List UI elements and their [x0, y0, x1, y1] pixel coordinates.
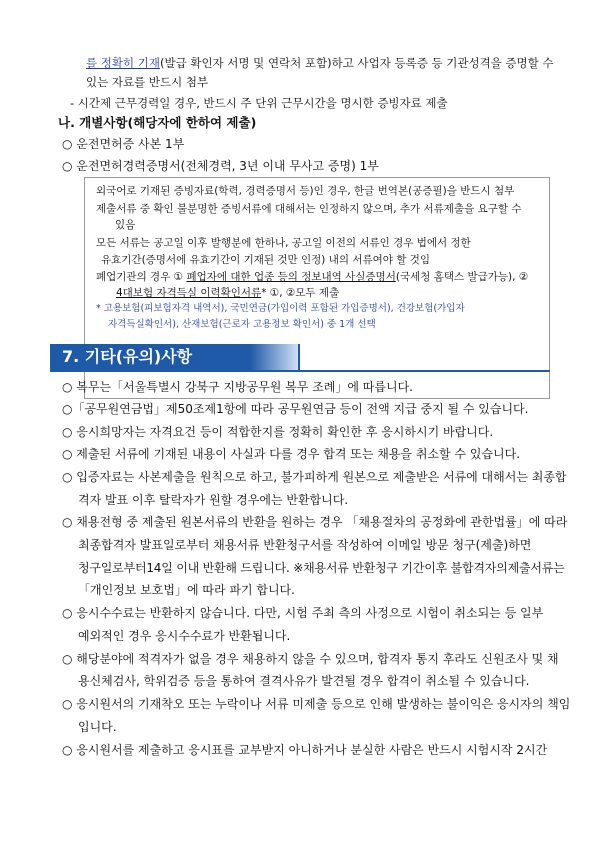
s7-line-16: 입니다.	[78, 720, 117, 734]
section-na-item-1: ○ 운전면허증 사본 1부	[62, 137, 185, 151]
s7-line-17: ○ 응시원서를 제출하고 응시표를 교부받지 아니하거나 분실한 사람은 반드시 시험시작 2시간	[62, 743, 548, 757]
note-4a-post: (국세청 홈택스 발급가능), ②	[395, 271, 529, 283]
note-4b-mark: *	[261, 287, 267, 299]
note-5b: 자격득실확인서), 산재보험(근로자 고용정보 확인서) 중 1개 선택	[108, 319, 376, 330]
note-2b: 있음	[115, 219, 136, 231]
s7-line-13: ○ 해당분야에 적격자가 없을 경우 채용하지 않을 수 있으며, 합격자 통지 후라도 신원조사 및 채	[62, 652, 559, 666]
s7-line-14: 용신체검사, 학위검증 등을 통하여 결격사유가 발견될 경우 합격이 취소될 수 있습니다.	[78, 674, 530, 688]
s7-line-3: ○ 응시희망자는 자격요건 등이 적합한지를 정확히 확인한 후 응시하시기 바랍니다.	[62, 425, 494, 439]
note-4a-pre: 폐업기관의 경우 ①	[96, 271, 187, 283]
section-na-item-2: ○ 운전면허경력증명서(전체경력, 3년 이내 무사고 증명) 1부	[62, 159, 379, 173]
section-7-underline	[50, 370, 550, 372]
s7-line-10: 「개인정보 보호법」에 따라 파기 합니다.	[78, 583, 295, 597]
s7-line-9: 청구일로부터14일 이내 반환해 드립니다. ※채용서류 반환청구 기간이후 불합격자의제출서류는	[78, 561, 565, 575]
s7-line-11: ○ 응시수수료는 반환하지 않습니다. 다만, 시험 주최 측의 사정으로 시험이 취소되는 등 일부	[62, 606, 544, 620]
s7-line-8: 최종합격자 발표일로부터 채용서류 반환청구서를 작성하여 이메일 방문 청구(제출)하면	[78, 538, 532, 552]
top-line-3: - 시간제 근무경력일 경우, 반드시 주 단위 근무시간을 명시한 증빙자료 제출	[70, 96, 448, 110]
section-7-title: 7. 기타(유의)사항	[62, 347, 193, 366]
note-4b-post: ①, ②모두 제출	[266, 287, 340, 299]
top-line-1	[86, 54, 554, 72]
s7-line-15: ○ 응시원서의 기재착오 또는 누락이나 서류 미제출 등으로 인해 발생하는 불이익은 응시자의 책임	[62, 697, 571, 711]
s7-line-12: 예외적인 경우 응시수수료가 반환됩니다.	[78, 629, 291, 643]
section-7-header-tail	[250, 344, 298, 370]
s7-line-5: ○ 입증자료는 사본제출을 원칙으로 하고, 불가피하게 원본으로 제출받은 서류에 대해서는 최종합	[62, 470, 567, 484]
note-3b: 유효기간(증명서에 유효기간이 기재된 것만 인정) 내의 서류여야 할 것임	[101, 254, 431, 266]
s7-line-1: ○ 복무는「서울특별시 강북구 지방공무원 복무 조례」에 따릅니다.	[62, 380, 413, 394]
note-4b-underline: 4대보험 자격득실 이력확인서류	[116, 287, 262, 299]
top-line-1-link: 를 정확히 기재	[86, 56, 160, 70]
note-3a: 모든 서류는 공고일 이후 발행분에 한하나, 공고일 이전의 서류인 경우 법에서 정한	[96, 237, 471, 249]
note-5a: * 고용보험(피보험자격 내역서), 국민연금(가입이력 포함된 가입증명서), 건강보험(가입자	[96, 303, 465, 314]
s7-line-6: 격자 발표 이후 탈락자가 원할 경우에는 반환합니다.	[78, 493, 349, 507]
s7-line-7: ○ 채용전형 중 제출된 원본서류의 반환을 원하는 경우 「채용절차의 공정화에 관한법률」에 따라	[62, 515, 568, 529]
top-line-2: 있는 자료를 반드시 첨부	[86, 75, 209, 89]
section-na-heading: 나. 개별사항(해당자에 한하여 제출)	[58, 115, 257, 130]
note-4a-underline: 폐업자에 대한 업종 등의 정보내역 사실증명서	[186, 271, 396, 283]
s7-line-4: ○ 제출된 서류에 기재된 내용이 사실과 다를 경우 합격 또는 채용을 취소할 수 있습니다.	[62, 447, 521, 461]
note-2a: 제출서류 중 확인 불분명한 증빙서류에 대해서는 인정하지 않으며, 추가 서류제출을 요구할 수	[96, 203, 522, 215]
note-1: 외국어로 기재된 증빙자료(학력, 경력증명서 등)인 경우, 한글 번역본(공증필)을 반드시 첨부	[96, 185, 515, 197]
top-line-1-rest: (발급 확인자 서명 및 연락처 포함)하고 사업자 등록증 등 기관성격을 증명할 수	[159, 56, 554, 70]
s7-line-2: ○「공무원연금법」제50조제1항에 따라 공무원연금 등이 전액 지급 중지 될 수 있습니다.	[62, 402, 529, 416]
